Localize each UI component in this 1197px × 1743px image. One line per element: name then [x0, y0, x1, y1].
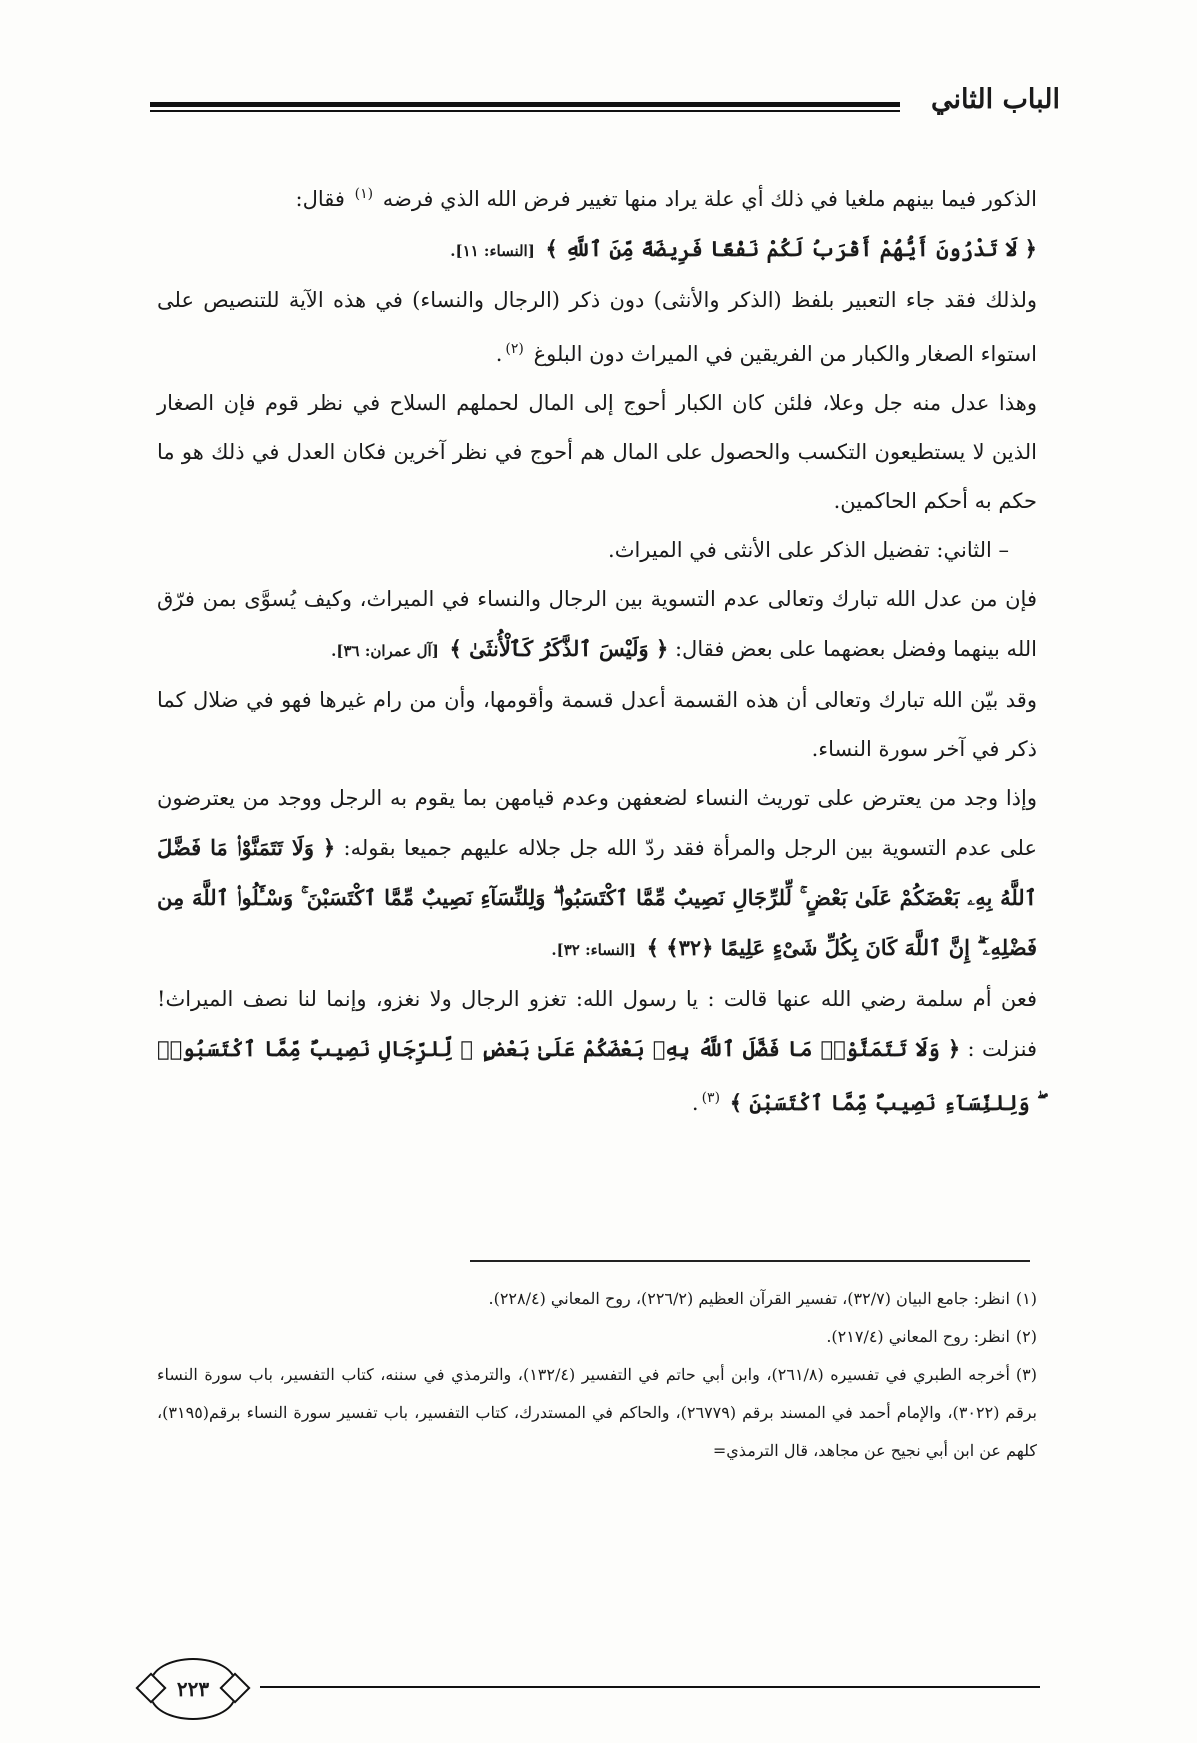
footnote-item: (٢)انظر: روح المعاني (٢١٧/٤). [826, 1327, 1037, 1346]
section-heading: – الثاني: تفضيل الذكر على الأنثى في الميراث. [608, 538, 1009, 562]
footnote-marker-3[interactable]: (٣) [701, 1090, 721, 1106]
footnote-marker-2[interactable]: (٢) [505, 341, 524, 357]
header-rule-thin [150, 110, 900, 112]
paragraph-5: فإن من عدل الله تبارك وتعالى عدم التسوية بين الرجال والنساء في الميراث، وكيف يُسوَّى بمن فرّق الله بينهما وفضل بعضهما على بعض فقال: ﴿ وَلَيْسَ ٱلذَّكَرُ كَٱلْأُنثَىٰ ﴾ [آل عمران: ٣٦]. [157, 587, 1037, 661]
paragraph-1: الذكور فيما بينهم ملغيا في ذلك أي علة يراد منها تغيير فرض الله الذي فرضه $^{(١)}$ فقال: [295, 186, 1037, 211]
page-header [150, 84, 1060, 124]
footnote-item: (٣)أخرجه الطبري في تفسيره (٢٦١/٨)، وابن أبي حاتم في التفسير (١٣٢/٤)، والترمذي في سننه، كتاب التفسير، باب سورة النساء برقم (٣٠٢٢)، والإمام أحمد في المسند برقم (٢٦٧٧٩)، والحاكم في المستدرك، كتاب التفسير، باب تفسير سورة النساء برقم(٣١٩٥)، كلهم عن ابن أبي نجيح عن مجاهد، قال الترمذي= [157, 1365, 1038, 1460]
page-number-badge [150, 1658, 236, 1720]
quran-verse-4: ﴿ وَلَا تَتَمَنَّوْا۟ مَا فَضَّلَ ٱللَّهُ بِهِۦ بَعْضَكُمْ عَلَىٰ بَعْضٍ ۚ لِّلرِّجَالِ نَصِيبٌ مِّمَّا ٱكْتَسَبُوا۟ ۖ وَلِلنِّسَآءِ نَصِيبٌ مِّمَّا ٱكْتَسَبْنَ ﴾ [157, 1036, 1037, 1115]
main-text [157, 170, 1037, 1128]
quran-verse-1: ﴿ لَا تَدْرُونَ أَيُّهُمْ أَقْرَبُ لَكُمْ نَفْعًا فَرِيضَةً مِّنَ ٱللَّهِ ﴾ [النساء: ١١]. [450, 236, 1037, 261]
quran-verse-2: ﴿ وَلَيْسَ ٱلذَّكَرُ كَٱلْأُنثَىٰ ﴾ [449, 636, 669, 661]
footnote-marker-1[interactable]: (١) [354, 186, 374, 202]
verse-reference: [النساء: ١١]. [450, 242, 535, 260]
paragraph-8: فعن أم سلمة رضي الله عنها قالت : يا رسول الله: تغزو الرجال ولا نغزو، وإنما لنا نصف الميراث! فنزلت : ﴿ وَلَا تَتَمَنَّوْا۟ مَا فَضَّلَ ٱللَّهُ بِهِۦ بَعْضَكُمْ عَلَىٰ بَعْضٍ ۚ لِّلرِّجَالِ نَصِيبٌ مِّمَّا ٱكْتَسَبُوا۟ ۖ وَلِلنِّسَآءِ نَصِيبٌ مِّمَّا ٱكْتَسَبْنَ ﴾ $^{(٣)}$. [157, 987, 1037, 1115]
footnotes [157, 1280, 1037, 1470]
paragraph-7: وإذا وجد من يعترض على توريث النساء لضعفهن وعدم قيامهن بما يقوم به الرجل ووجد من يعترضون على عدم التسوية بين الرجل والمرأة فقد ردّ الله جل جلاله عليهم جميعا بقوله: ﴿ وَلَا تَتَمَنَّوْا۟ مَا فَضَّلَ ٱللَّهُ بِهِۦ بَعْضَكُمْ عَلَىٰ بَعْضٍ ۚ لِّلرِّجَالِ نَصِيبٌ مِّمَّا ٱكْتَسَبُوا۟ ۖ وَلِلنِّسَآءِ نَصِيبٌ مِّمَّا ٱكْتَسَبْنَ ۚ وَسْـَٔلُوا۟ ٱللَّهَ مِن فَضْلِهِۦٓ ۗ إِنَّ ٱللَّهَ كَانَ بِكُلِّ شَىْءٍ عَلِيمًا ﴿٣٢﴾ ﴾ [النساء: ٣٢]. [157, 786, 1037, 960]
footnote-separator [470, 1260, 1030, 1262]
paragraph-2: ولذلك فقد جاء التعبير بلفظ (الذكر والأنثى) دون ذكر (الرجال والنساء) في هذه الآية للتنصيص على استواء الصغار والكبار من الفريقين في الميراث دون البلوغ $^{(٢)}$. [157, 288, 1037, 366]
page-number: ٢٢٣ [176, 1677, 210, 1701]
footnote-item: (١)انظر: جامع البيان (٣٢/٧)، تفسير القرآن العظيم (٢٢٦/٢)، روح المعاني (٢٢٨/٤). [488, 1289, 1037, 1308]
quran-verse-3: ﴿ وَلَا تَتَمَنَّوْا۟ مَا فَضَّلَ ٱللَّهُ بِهِۦ بَعْضَكُمْ عَلَىٰ بَعْضٍ ۚ لِّلرِّجَالِ نَصِيبٌ مِّمَّا ٱكْتَسَبُوا۟ ۖ وَلِلنِّسَآءِ نَصِيبٌ مِّمَّا ٱكْتَسَبْنَ ۚ وَسْـَٔلُوا۟ ٱللَّهَ مِن فَضْلِهِۦٓ ۗ إِنَّ ٱللَّهَ كَانَ بِكُلِّ شَىْءٍ عَلِيمًا ﴿٣٢﴾ ﴾ [157, 835, 1037, 960]
page-footer [150, 1650, 1060, 1720]
verse-reference: [آل عمران: ٣٦]. [331, 642, 439, 660]
header-rule [150, 102, 900, 107]
verse-reference: [النساء: ٣٢]. [551, 941, 636, 959]
footer-rule [260, 1686, 1040, 1688]
paragraph-6: وقد بيّن الله تبارك وتعالى أن هذه القسمة أعدل قسمة وأقومها، وأن من رام غيرها فهو في ضلال كما ذكر في آخر سورة النساء. [157, 688, 1037, 761]
paragraph-3: وهذا عدل منه جل وعلا، فلئن كان الكبار أحوج إلى المال لحملهم السلاح في نظر قوم فإن الصغار الذين لا يستطيعون التكسب والحصول على المال هم أحوج في نظر آخرين فكان العدل في ذلك هو ما حكم به أحكم الحاكمين. [157, 391, 1037, 513]
chapter-title: الباب الثاني [930, 84, 1060, 115]
